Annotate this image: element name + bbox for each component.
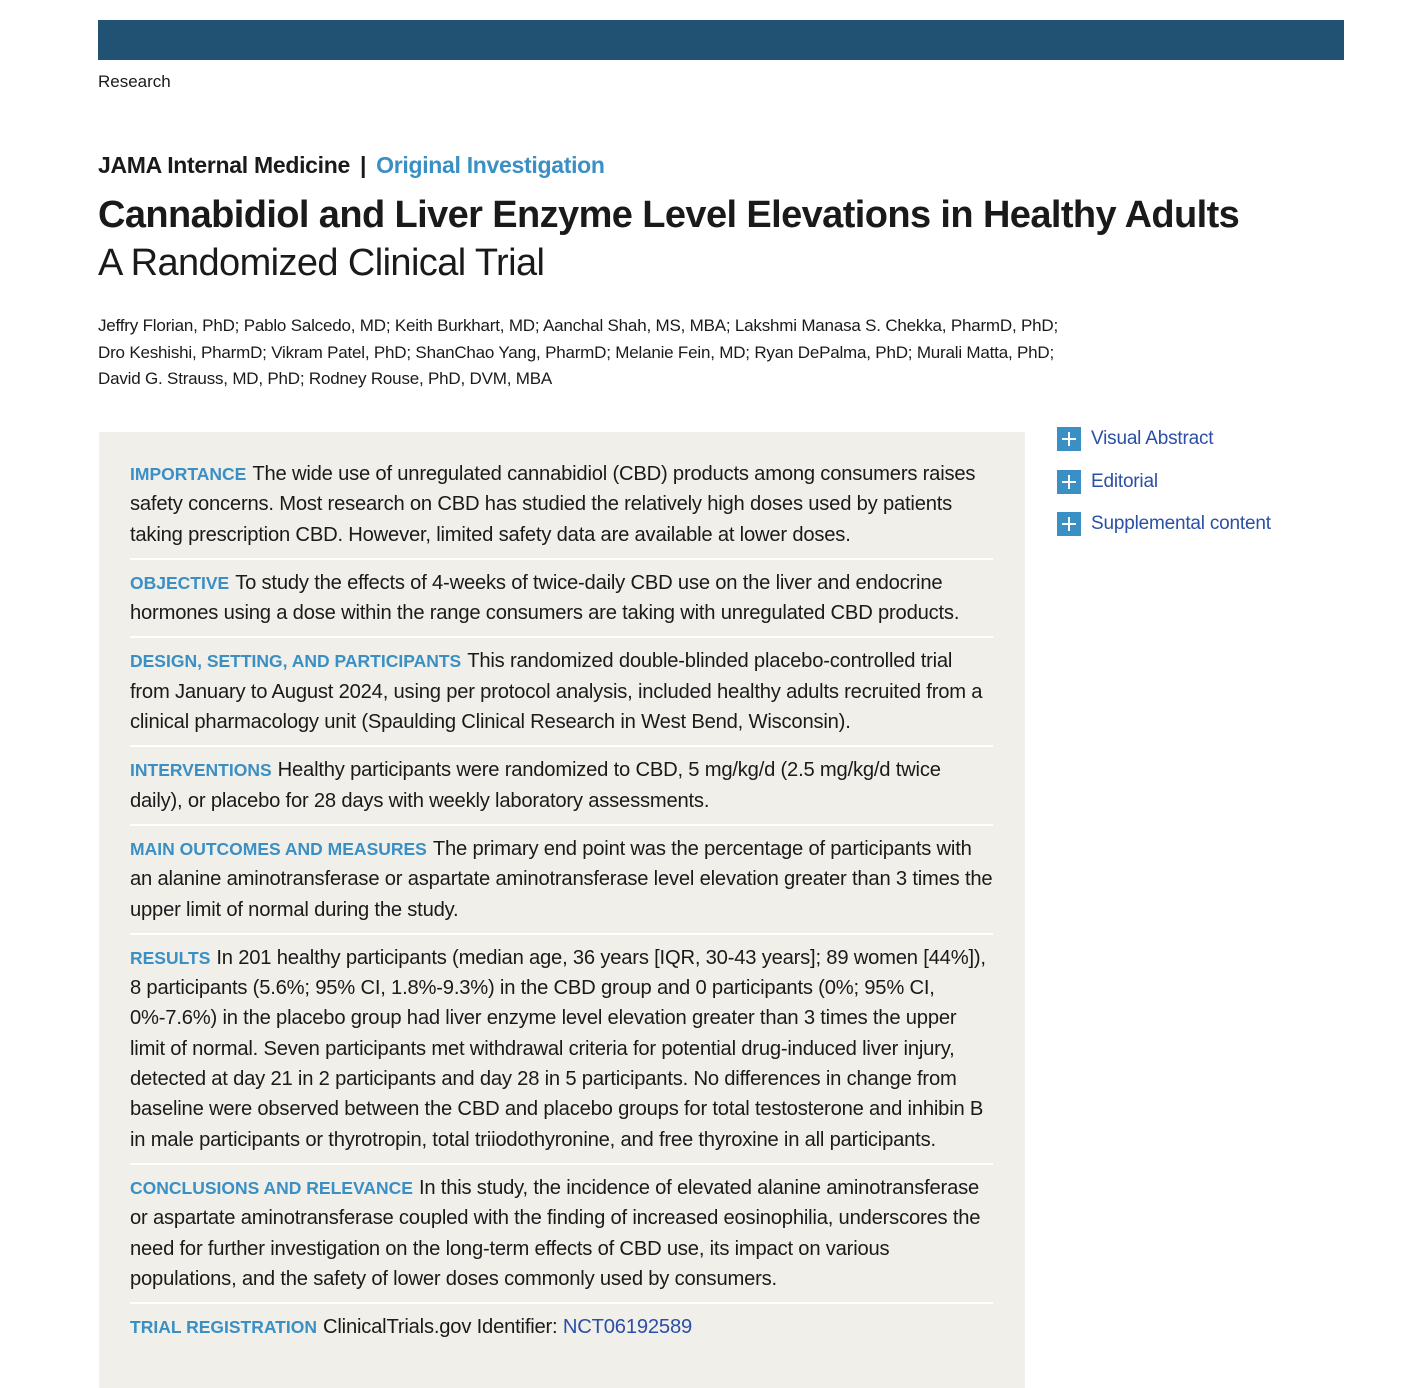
author-line: Jeffry Florian, PhD; Pablo Salcedo, MD; Keith Burkhart, MD; Aanchal Shah, MS, MBA; Lakshmi Manasa S. Chekka, PharmD, PhD;: [98, 316, 1059, 335]
abstract-design: [130, 646, 993, 747]
abstract-importance: [130, 459, 993, 560]
abstract-heading: IMPORTANCE: [130, 464, 247, 484]
article-title: [98, 191, 1239, 287]
abstract-text: This randomized double-blinded placebo-controlled trial from January to August 2024, using per protocol analysis, included healthy adults recruited from a clinical pharmacology unit (Spaulding Clinical Research in West Bend, Wisconsin).: [130, 650, 983, 734]
side-links: [1057, 427, 1271, 555]
plus-icon: [1057, 512, 1081, 536]
abstract-heading: CONCLUSIONS AND RELEVANCE: [130, 1177, 413, 1198]
journal-name: JAMA Internal Medicine: [98, 152, 350, 178]
abstract-text: The wide use of unregulated cannabidiol (CBD) products among consumers raises safety concerns. Most research on CBD has studied the relatively high doses used by patients taking prescription CBD. However, limited safety data are available at lower doses.: [130, 463, 976, 546]
abstract-interventions: [130, 755, 993, 826]
abstract-heading: DESIGN, SETTING, AND PARTICIPANTS: [130, 651, 462, 672]
abstract-text: The primary end point was the percentage of participants with an alanine aminotransferase or aspartate aminotransferase level elevation greater than 3 times the upper limit of normal during the study.: [130, 837, 993, 921]
abstract-text: In 201 healthy participants (median age, 36 years [IQR, 30-43 years]; 89 women [44%]), 8 participants (5.6%; 95% CI, 1.8%-9.3%) in the CBD group and 0 participants (0%; 95% CI, 0%-7.6%) in the placebo group had liver enzyme level elevation greater than 3 times the upper limit of normal. Seven participants met withdrawal criteria for potential drug-induced liver injury, detected at day 21 in 2 participants and day 28 in 5 participants. No differences in change from baseline were observed between the CBD and placebo groups for total testosterone and inhibin B in male participants or thyrotropin, total triiodothyronine, and free thyroxine in all participants.: [130, 946, 986, 1151]
abstract-text: ClinicalTrials.gov Identifier:: [323, 1316, 558, 1339]
abstract-heading: TRIAL REGISTRATION: [130, 1317, 317, 1338]
abstract-box: [99, 432, 1025, 1388]
journal-header: [98, 152, 605, 179]
visual-abstract-link[interactable]: [1057, 427, 1271, 451]
editorial-link[interactable]: [1057, 470, 1271, 494]
journal-separator: |: [359, 152, 367, 178]
abstract-conclusions: [130, 1173, 993, 1304]
author-list: [98, 313, 1178, 393]
author-line: Dro Keshishi, PharmD; Vikram Patel, PhD; ShanChao Yang, PharmD; Melanie Fein, MD; Ryan DePalma, PhD; Murali Matta, PhD;: [98, 342, 1054, 362]
main-title: Cannabidiol and Liver Enzyme Level Elevations in Healthy Adults: [98, 194, 1240, 236]
abstract-text: Healthy participants were randomized to CBD, 5 mg/kg/d (2.5 mg/kg/d twice daily), or placebo for 28 days with weekly laboratory assessments.: [130, 759, 941, 812]
abstract-results: [130, 943, 993, 1165]
article-subtitle: A Randomized Clinical Trial: [98, 242, 545, 284]
side-link-label: Editorial: [1091, 470, 1158, 492]
author-line: David G. Strauss, MD, PhD; Rodney Rouse, PhD, DVM, MBA: [98, 369, 553, 388]
abstract-heading: MAIN OUTCOMES AND MEASURES: [130, 838, 427, 859]
article-type[interactable]: Original Investigation: [376, 152, 605, 178]
trial-registration-link[interactable]: NCT06192589: [562, 1316, 692, 1339]
abstract-heading: OBJECTIVE: [130, 572, 230, 593]
abstract-trial-registration: [130, 1312, 993, 1350]
side-link-label: Visual Abstract: [1091, 428, 1214, 449]
abstract-heading: INTERVENTIONS: [130, 760, 272, 781]
side-link-label: Supplemental content: [1091, 513, 1271, 534]
top-banner: [98, 20, 1344, 60]
abstract-objective: [130, 568, 993, 639]
abstract-text: In this study, the incidence of elevated alanine aminotransferase or aspartate aminotransferase coupled with the finding of increased eosinophilia, underscores the need for further investigation on the long-term effects of CBD use, its impact on various populations, and the safety of lower doses commonly used by consumers.: [130, 1176, 981, 1290]
plus-icon: [1057, 427, 1081, 451]
supplemental-content-link[interactable]: [1057, 512, 1271, 536]
section-label: Research: [98, 72, 171, 91]
plus-icon: [1057, 470, 1081, 494]
abstract-heading: RESULTS: [130, 947, 211, 968]
abstract-text: To study the effects of 4-weeks of twice-daily CBD use on the liver and endocrine hormones using a dose within the range consumers are taking with unregulated CBD products.: [130, 571, 960, 625]
abstract-outcomes: [130, 834, 993, 935]
